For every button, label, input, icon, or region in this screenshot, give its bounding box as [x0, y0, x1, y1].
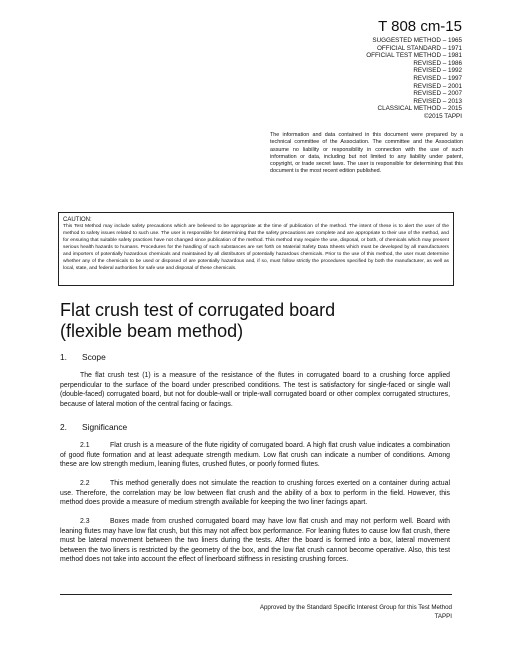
section-heading-significance [60, 422, 127, 432]
paragraph-number: 2.1 [80, 442, 90, 449]
caution-text: This Test Method may include safety precautions which are believed to be appropriate at the time of publication of the method. The intent of these is to alert the user of the method to safety issues related to such use. The user is responsible for determining that the safety precautions are complete and are appropriate to their use of the method, and for ensuring that suitable safety practices have not changed since publication of the method. This method may require the use, disposal, or both, of chemicals which may present serious health hazards to humans. Procedures for the handling of such substances are set forth on Material Safety Data Sheets which must be developed by all manufacturers and importers of potentially hazardous chemicals and maintained by all distributors of potentially hazardous chemicals. Prior to the use of this method, the user must determine whether any of the chemicals to be used or disposed of are potentially hazardous and, if so, must follow strictly the procedures specified by both the manufacturer, as well as local, state, and federal authorities for safe use and disposal of these chemicals. [63, 224, 449, 271]
history-line: REVISED – 1997 [413, 74, 462, 82]
significance-paragraph-2-2 [60, 479, 450, 508]
paragraph-number: 2.2 [80, 480, 90, 487]
history-line: REVISED – 1986 [413, 59, 462, 67]
section-heading-scope [60, 352, 106, 362]
publisher-name: TAPPI [434, 613, 452, 620]
paragraph-text: The flat crush test (1) is a measure of the resistance of the flutes in corrugated board to a crushing force applied perpendicular to the surface of the board under prescribed conditions. The test is satisfactory for single-faced or single wall (double-faced) corrugated board, but not for double-wall or triple-wall corrugated board or other complex corrugated structures, because of lateral motion of the central facing or facings. [60, 372, 450, 408]
significance-paragraph-2-1 [60, 441, 450, 470]
section-number: 2. [60, 422, 67, 432]
revision-history [262, 37, 462, 121]
section-title: Significance [82, 422, 128, 432]
paragraph-text: This method generally does not simulate the reaction to crushing forces exerted on a container during actual use. Therefore, the correlation may be low between flat crush and the ability of a box to perform in the field. However, this method does provide a measure of medium strength available for keeping the two liner facings apart. [60, 480, 450, 507]
document-id: T 808 cm-15 [378, 18, 462, 35]
history-line: CLASSICAL METHOD – 2015 [377, 105, 462, 113]
section-number: 1. [60, 352, 67, 362]
title-line: Flat crush test of corrugated board [60, 300, 336, 320]
copyright-line: ©2015 TAPPI [423, 112, 462, 120]
history-line: REVISED – 2001 [413, 82, 462, 90]
caution-box [58, 212, 454, 286]
liability-disclaimer: The information and data contained in this document were prepared by a technical committee of the Association. The committee and the Association assume no liability or responsibility in connection with the use of such information or data, including but not limited to any liability under patent, copyright, or trade secret laws. The user is responsible for determining that this document is the most recent edition published. [270, 132, 463, 175]
paragraph-text: Boxes made from crushed corrugated board may have low flat crush and may not perform well. Board with leaning flutes may have low flat crush, but this may not affect box performance. For leaning flutes to cause low flat crush, there must be lateral movement between the two liners during the tests. After the board is formed into a box, lateral movement between the two liners is restricted by the geometry of the box, and the low flat crush cannot become operative. Also, this test method does not take into account the effect of linerboard stiffness in resisting crushing forces. [60, 518, 450, 564]
history-line: SUGGESTED METHOD – 1965 [372, 37, 462, 44]
section-title: Scope [82, 352, 106, 362]
scope-paragraph [60, 371, 450, 409]
paragraph-text: Flat crush is a measure of the flute rigidity of corrugated board. A high flat crush value indicates a combination of good flute formation and at least adequate strength medium. Low flat crush can indicate a number of conditions. Among these are low strength medium, leaning flutes, crushed flutes, or poorly formed flutes. [60, 442, 450, 469]
paragraph-number: 2.3 [80, 518, 90, 525]
document-header [262, 18, 462, 121]
document-title [60, 300, 460, 342]
footer-divider [60, 594, 452, 595]
history-line: REVISED – 2013 [413, 97, 462, 105]
history-line: REVISED – 2007 [413, 90, 462, 98]
history-line: OFFICIAL STANDARD – 1971 [376, 44, 462, 52]
title-line: (flexible beam method) [60, 321, 244, 341]
caution-title: CAUTION: [63, 217, 92, 223]
significance-paragraph-2-3 [60, 517, 450, 565]
document-footer [260, 603, 452, 621]
history-line: REVISED – 1992 [413, 67, 462, 75]
approval-note: Approved by the Standard Specific Interest Group for this Test Method [259, 604, 452, 611]
history-line: OFFICIAL TEST METHOD – 1981 [366, 52, 462, 60]
